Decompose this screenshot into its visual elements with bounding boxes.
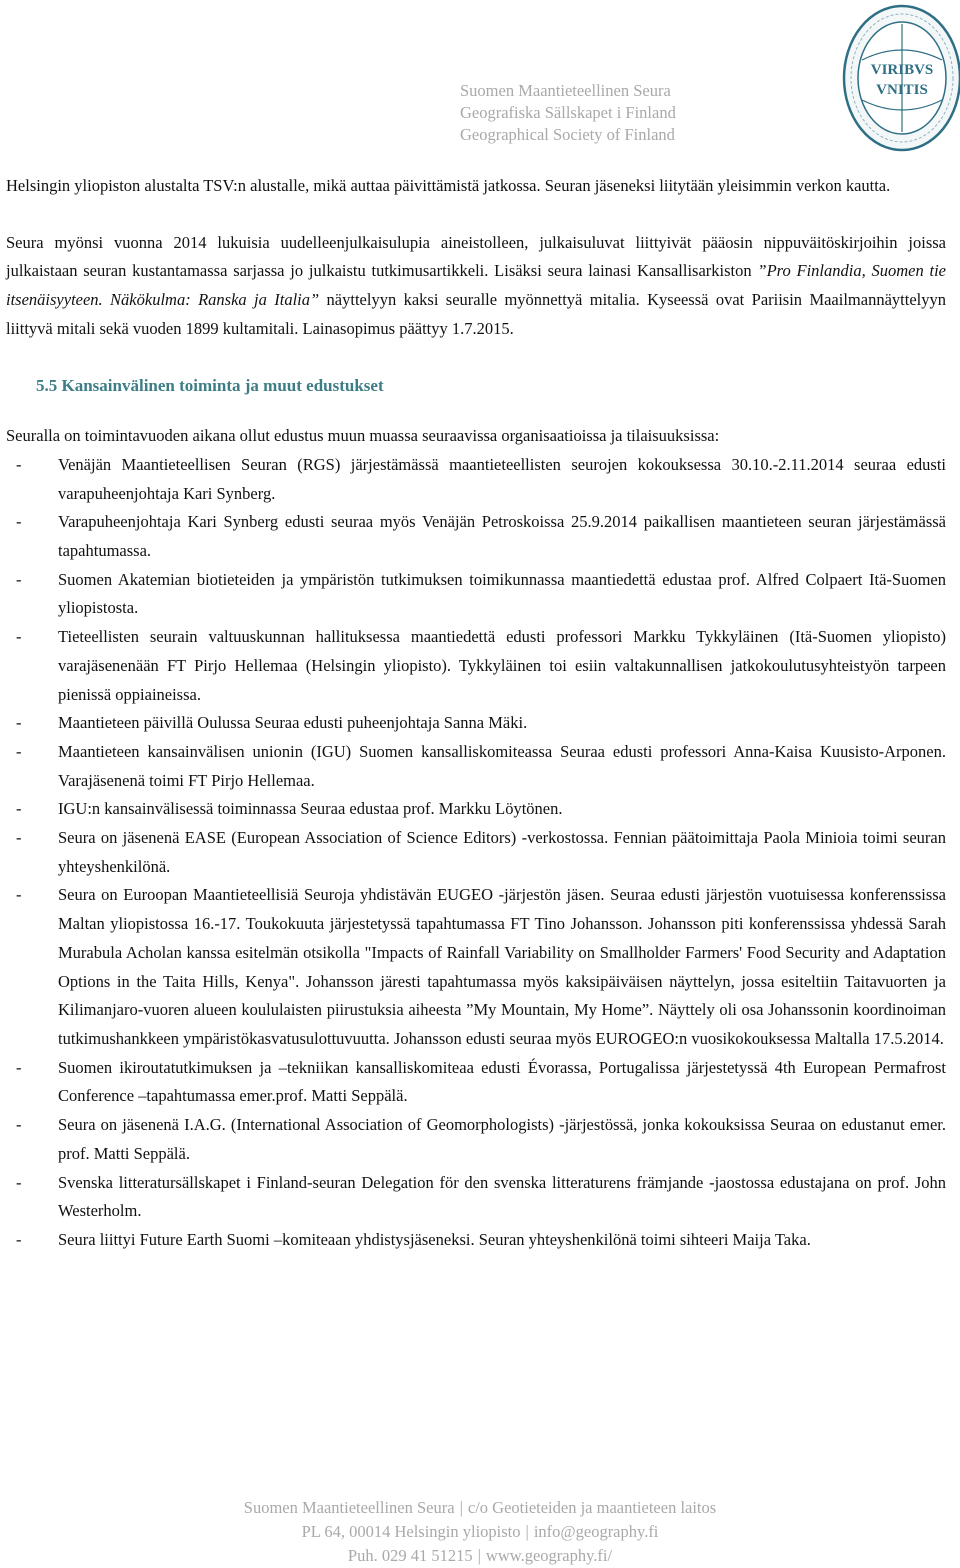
document-body: [6, 172, 946, 1255]
footer-email-link[interactable]: info@geography.fi: [533, 1522, 659, 1541]
section-intro: Seuralla on toimintavuoden aikana ollut edustus muun muassa seuraavissa organisaatioissa ja tilaisuuksissa:: [6, 426, 720, 446]
list-item: - Seura liittyi Future Earth Suomi –komiteaan yhdistysjäseneksi. Seuran yhteyshenkilönä toimi sihteeri Maija Taka.: [6, 1226, 946, 1255]
list-item: - Suomen Akatemian biotieteiden ja ympäristön tutkimuksen toimikunnassa maantiedettä edustaa prof. Alfred Colpaert Itä-Suomen yliopistosta.: [6, 566, 946, 623]
footer-separator: |: [477, 1546, 481, 1565]
list-item: - Venäjän Maantieteellisen Seuran (RGS) järjestämässä maantieteellisten seurojen kokouksessa 30.10.-2.11.2014 seuraa edusti varapuheenjohtaja Kari Synberg.: [6, 451, 946, 508]
org-name-finnish: Suomen Maantieteellinen Seura: [460, 81, 671, 100]
footer-separator: |: [525, 1522, 529, 1541]
section-title: Kansainvälinen toiminta ja muut edustukset: [61, 375, 384, 395]
section-heading: [6, 372, 946, 401]
list-item: - Seura on jäsenenä EASE (European Association of Science Editors) -verkostossa. Fennian päätoimittaja Paola Minioia toimi seuran yhteyshenkilönä.: [6, 824, 946, 881]
list-item: - Suomen ikiroutatutkimuksen ja –tekniikan kansalliskomiteaa edusti Évorassa, Portugalissa järjestetyssä 4th European Permafrost Conference –tapahtumassa emer.prof. Matti Seppälä.: [6, 1054, 946, 1111]
paragraph-verkko: Helsingin yliopiston alustalta TSV:n alustalle, mikä auttaa päivittämistä jatkossa. Seuran jäseneksi liitytään yleisimmin verkon kautta.: [6, 176, 891, 195]
org-name-swedish: Geografiska Sällskapet i Finland: [460, 103, 676, 122]
page-header: [0, 0, 960, 160]
footer-department: c/o Geotieteiden ja maantieteen laitos: [467, 1498, 717, 1517]
org-name-english: Geographical Society of Finland: [460, 125, 675, 144]
paragraph-julkaisuluvat-part2: näyttelyyn kaksi seuralle myönnettyä mitalia. Kyseessä ovat Pariisin Maailmannäyttelyyn liittyvä mitali sekä vuoden 1899 kultamitali. Lainasopimus päättyy 1.7.2015.: [6, 290, 946, 338]
list-item: - Tieteellisten seurain valtuuskunnan hallituksessa maantiedettä edusti professori Markku Tykkyläinen (Itä-Suomen yliopisto) varajäsenenään FT Pirjo Hellemaa (Helsingin yliopisto). Tykkyläinen toi esiin valtakunnallisen jatkokoulutusyhteistyön tarpeen pienissä oppiaineissa.: [6, 623, 946, 709]
representation-list: [6, 451, 946, 1255]
footer-line-postal: [0, 1520, 960, 1544]
list-item: - Svenska litteratursällskapet i Finland-seuran Delegation för den svenska litteraturens främjande -jaostossa edustajana on prof. John Westerholm.: [6, 1169, 946, 1226]
footer-org-name: Suomen Maantieteellinen Seura: [243, 1498, 455, 1517]
paragraph-julkaisuluvat-part1: Seura myönsi vuonna 2014 lukuisia uudelleenjulkaisulupia aineistolleen, julkaisuluvat liittyivät pääosin nippuväitöskirjoihin joissa julkaistaan seuran kustantamassa sarjassa jo julkaistu tutkimusartikkeli. Lisäksi seura lainasi Kansallisarkiston: [6, 232, 946, 281]
page-footer: [0, 1496, 960, 1568]
organization-names: [460, 80, 676, 146]
footer-postal-address: PL 64, 00014 Helsingin yliopisto: [301, 1522, 521, 1541]
footer-website-link[interactable]: www.geography.fi/: [485, 1546, 613, 1565]
list-item: - Varapuheenjohtaja Kari Synberg edusti seuraa myös Venäjän Petroskoissa 25.9.2014 paikallisen maantieteen seuran järjestämässä tapahtumassa.: [6, 508, 946, 565]
exhibition-title: ”Pro Finlandia, Suomen tie itsenäisyyteen. Näkökulma: Ranska ja Italia”: [6, 261, 946, 310]
footer-line-contact: [0, 1544, 960, 1568]
footer-separator: |: [459, 1498, 463, 1517]
list-item: - IGU:n kansainvälisessä toiminnassa Seuraa edustaa prof. Markku Löytönen.: [6, 795, 946, 824]
list-item: - Maantieteen kansainvälisen unionin (IGU) Suomen kansalliskomiteassa Seuraa edusti professori Anna-Kaisa Kuusisto-Arponen. Varajäsenenä toimi FT Pirjo Hellemaa.: [6, 738, 946, 795]
footer-phone: Puh. 029 41 51215: [347, 1546, 473, 1565]
footer-line-address: [0, 1496, 960, 1520]
list-item: - Maantieteen päivillä Oulussa Seuraa edusti puheenjohtaja Sanna Mäki.: [6, 709, 946, 738]
section-number: 5.5: [36, 375, 58, 395]
list-item: - Seura on jäsenenä I.A.G. (International Association of Geomorphologists) -järjestössä, jonka kokouksissa Seuraa on edustanut emer. prof. Matti Seppälä.: [6, 1111, 946, 1168]
seal-motto-line1: VIRIBVS: [870, 62, 934, 78]
society-seal-logo: [828, 0, 960, 160]
seal-motto-line2: VNITIS: [876, 82, 928, 98]
paragraph-julkaisuluvat: [6, 229, 946, 344]
list-item: - Seura on Euroopan Maantieteellisiä Seuroja yhdistävän EUGEO -järjestön jäsen. Seuraa edusti järjestön vuotuisessa konferenssissa Maltan yliopistossa 16.-17. Toukokuuta järjestetyssä tapahtumassa FT Tino Johansson. Johansson piti konferenssissa yhdessä Sarah Murabula Acholan kanssa esitelmän otsikolla "Impacts of Rainfall Variability on Smallholder Farmers' Food Security and Adaptation Options in the Taita Hills, Kenya". Johansson järesti tapahtumassa myös kaksipäiväisen näyttelyn, jossa esiteltiin Taitavuorten ja Kilimanjaro-vuoren alueen koululaisten piirustuksia aiheesta ”My Mountain, My Home”. Näyttely oli osa Johanssonin koordinoiman tutkimushankkeen ympäristökasvatusulottuvuutta. Johansson edusti seuraa myös EUROGEO:n vuosikokouksessa Maltalla 17.5.2014.: [6, 881, 946, 1053]
